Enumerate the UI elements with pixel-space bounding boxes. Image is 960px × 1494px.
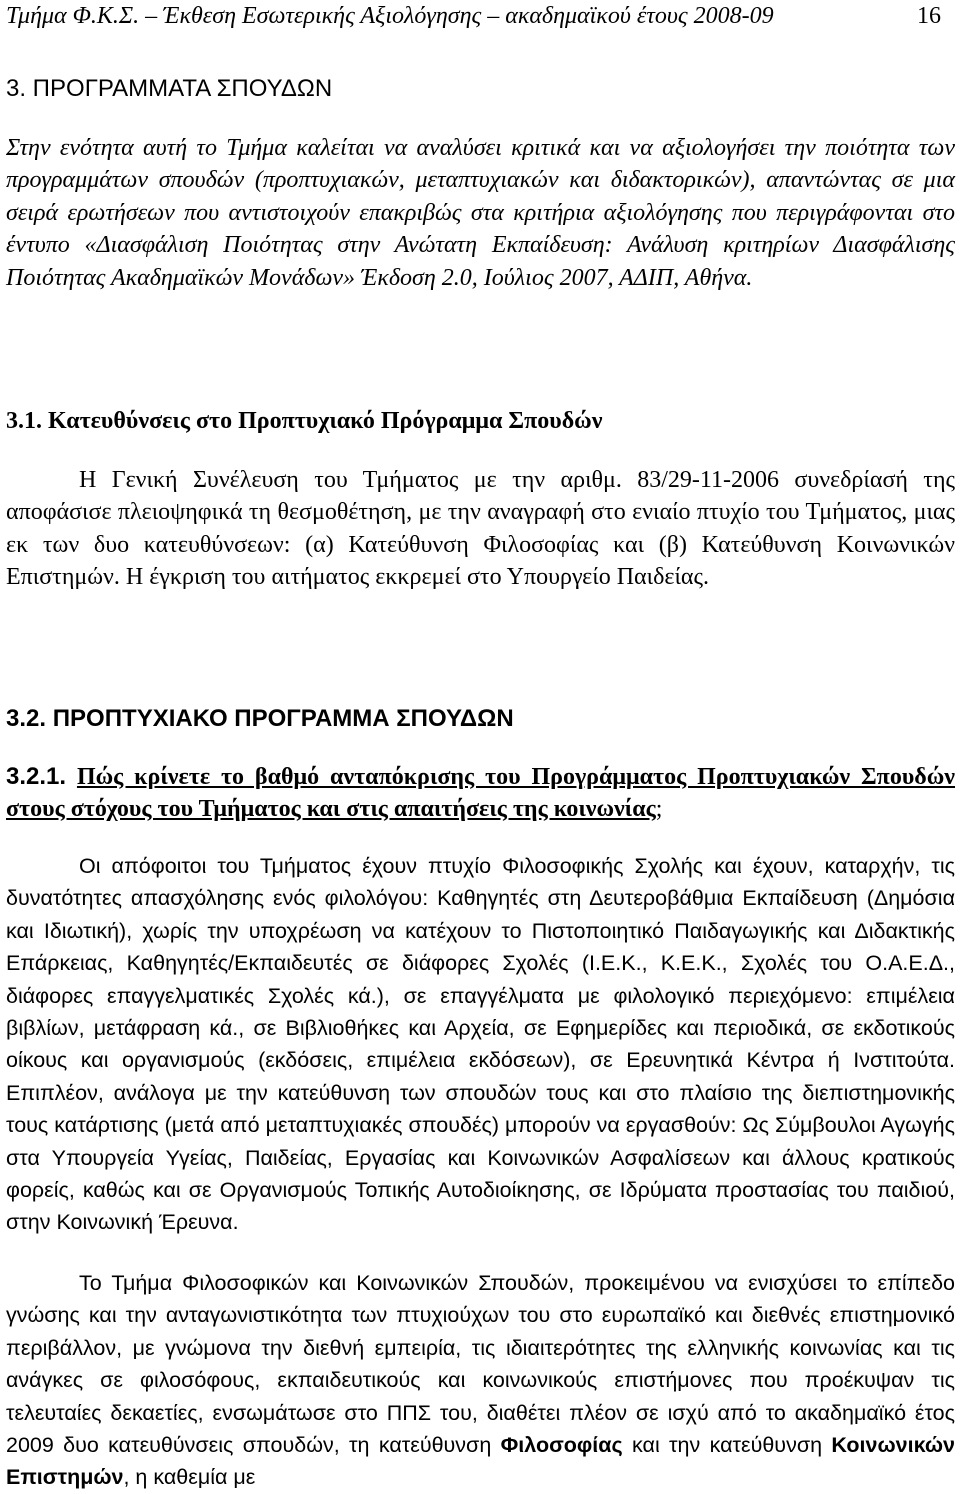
paragraph-2-end: , η καθεμία με [123,1465,256,1490]
section-3-intro: Στην ενότητα αυτή το Τμήμα καλείται να αναλύσει κριτικά και να αξιολογήσει την ποιότητα των προγραμμάτων σπουδών (προπτυχιακών, μεταπτυχιακών και διδακτορικών), απαντώντας σε μια σειρά ερωτήσεων που αντιστοιχούν επακριβώς στα κριτήρια αξιολόγησης που περιγράφονται στο έντυπο «Διασφάλιση Ποιότητας στην Ανώτατη Εκπαίδευση: Ανάλυση κριτηρίων Διασφάλισης Ποιότητας Ακαδημαϊκών Μονάδων» Έκδοση 2.0, Ιούλιος 2007, ΑΔΙΠ, Αθήνα. [6,135,955,291]
section-3-2-1-paragraph-2 [6,1267,955,1494]
page-number: 16 [917,3,941,29]
section-3-2-1-paragraph-1: Οι απόφοιτοι του Τμήματος έχουν πτυχίο Φιλοσοφικής Σχολής και έχουν, καταρχήν, τις δυνατότητες απασχόλησης ενός φιλολόγου: Καθηγητές στη Δευτεροβάθμια Εκπαίδευση (Δημόσια και Ιδιωτική), χωρίς την υποχρέωση να κατέχουν το Πιστοποιητικό Παιδαγωγικής και Διδακτικής Επάρκειας, Καθηγητές/Εκπαιδευτές σε διάφορες Σχολές (Ι.Ε.Κ., Κ.Ε.Κ., Σχολές του Ο.Α.Ε.Δ., διάφορες επαγγελματικές Σχολές κά.), σε επαγγέλματα με φιλολογικό περιεχόμενο: επιμέλεια βιβλίων, μετάφραση κά., σε Βιβλιοθήκες και Αρχεία, σε Εφημερίδες και περιοδικά, σε εκδοτικούς οίκους και οργανισμούς (εκδόσεις, επιμέλεια εκδόσεων), σε Ερευνητικά Κέντρα ή Ινστιτούτα. Επιπλέον, ανάλογα με την κατεύθυνση των σπουδών τους και στο πλαίσιο της διεπιστημονικής τους κατάρτισης (μετά από μεταπτυχιακές σπουδές) μπορούν να εργασθούν: Ως Σύμβουλοι Αγωγής στα Υπουργεία Υγείας, Παιδείας, Εργασίας και Κοινωνικών Ασφαλίσεων και άλλους κρατικούς φορείς, καθώς και σε Οργανισμούς Τοπικής Αυτοδιοίκησης, σε Ιδρύματα προστασίας του παιδιού, στην Κοινωνική Έρευνα. [6,854,955,1235]
question-text: Πώς κρίνετε το βαθμό ανταπόκρισης του Προγράμματος Προπτυχιακών Σπουδών στους στόχους του Τμήματος και στις απαιτήσεις της κοινωνίας [6,764,956,823]
section-3-1-heading: 3.1. Κατευθύνσεις στο Προπτυχιακό Πρόγραμμα Σπουδών [6,408,603,434]
question-end: ; [655,796,663,823]
paragraph-2-text: Το Τμήμα Φιλοσοφικών και Κοινωνικών Σπουδών, προκειμένου να ενισχύσει το επίπεδο γνώσης και την ανταγωνιστικότητα των πτυχιούχων του στο ευρωπαϊκό και διεθνές επιστημονικό περιβάλλον, με γνώμονα την διεθνή εμπειρία, τις ιδιαιτερότητες της ελληνικής κοινωνίας και τις ανάγκες σε φιλοσόφους, εκπαιδευτικούς και κοινωνικούς επιστήμονες που προέκυψαν τις τελευταίες δεκαετίες, ενσωμάτωσε στο ΠΠΣ του, διαθέτει πλέον σε ισχύ από το ακαδημαϊκό έτος 2009 δυο κατευθύνσεις σπουδών, τη κατεύθυνση [6,1271,955,1458]
page-header [6,0,941,34]
paragraph-2-mid: και την κατεύθυνση [632,1433,823,1458]
question-number: 3.2.1. [6,763,67,790]
section-3-heading: 3. ΠΡΟΓΡΑΜΜΑΤΑ ΣΠΟΥΔΩΝ [6,75,333,102]
paragraph-2-bold-2: Κοινωνικών Επιστημών [6,1433,955,1490]
section-3-1-paragraph: Η Γενική Συνέλευση του Τμήματος με την αριθμ. 83/29-11-2006 συνεδρίασή της αποφάσισε πλειοψηφικά τη θεσμοθέτηση, με την αναγραφή στο ενιαίο πτυχίο του Τμήματος, μιας εκ των δυο κατευθύνσεων: (α) Κατεύθυνση Φιλοσοφίας και (β) Κατεύθυνση Κοινωνικών Επιστημών. Η έγκριση του αιτήματος εκκρεμεί στο Υπουργείο Παιδείας. [6,467,955,591]
section-3-2-heading: 3.2. ΠΡΟΠΤΥΧΙΑΚΟ ΠΡΟΓΡΑΜΜΑ ΣΠΟΥΔΩΝ [6,705,514,732]
section-3-2-1-question [6,761,955,826]
header-title: Τμήμα Φ.Κ.Σ. – Έκθεση Εσωτερικής Αξιολόγησης – ακαδημαϊκού έτους 2008-09 [6,3,774,29]
paragraph-2-bold-1: Φιλοσοφίας [500,1433,623,1458]
